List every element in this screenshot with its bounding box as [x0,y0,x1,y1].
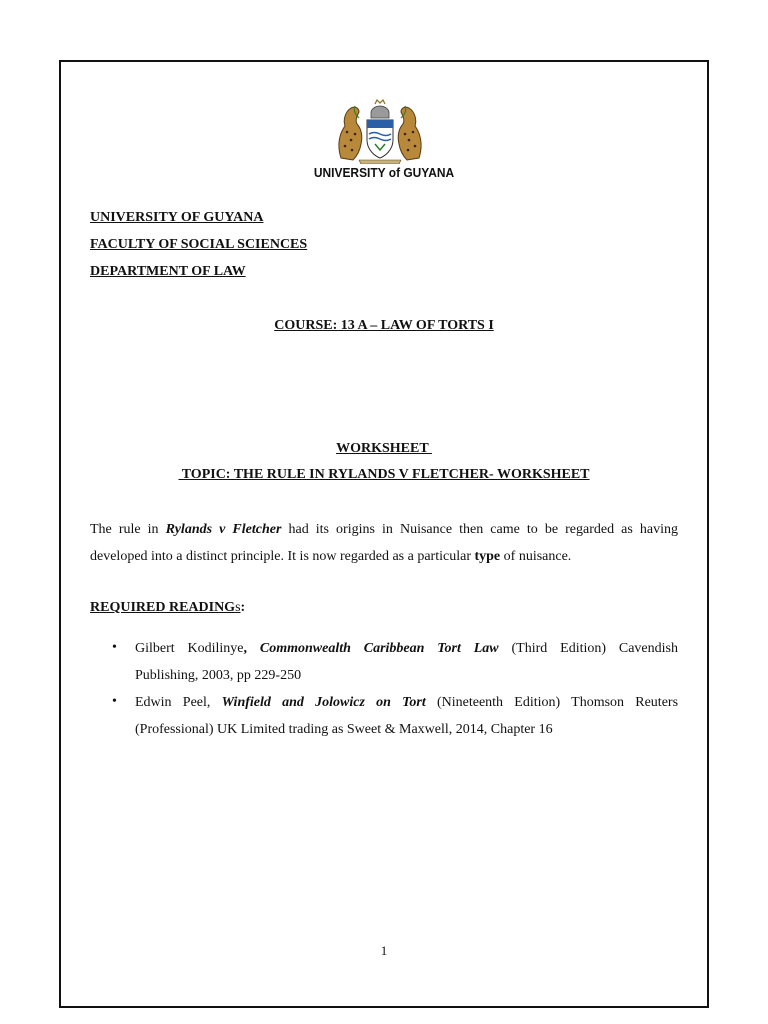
header-faculty: FACULTY OF SOCIAL SCIENCES [90,237,308,252]
book-title-1: Commonwealth Caribbean Tort Law [259,641,499,656]
intro-line-2: developed into a distinct principle. It is now regarded as a particular type of nuisance. [90,549,572,564]
emphasis-type: type [474,549,501,564]
intro-paragraph [90,516,678,570]
header-university: UNIVERSITY OF GUYANA [90,210,264,225]
course-title: COURSE: 13 A – LAW OF TORTS I [274,318,494,333]
page-number: 1 [380,943,388,958]
reading-item-1: Gilbert Kodilinye, Commonwealth Caribbean Tort Law (Third Edition) Cavendish Publishing, 2003, pp 229-250 [135,641,678,683]
worksheet-topic: TOPIC: THE RULE IN RYLANDS V FLETCHER- WORKSHEET [178,467,590,482]
reading-item-2: Edwin Peel, Winfield and Jolowicz on Tort (Nineteenth Edition) Thomson Reuters (Professional) UK Limited trading as Sweet & Maxwell, 2014, Chapter 16 [135,695,679,737]
required-readings-heading: REQUIRED READINGs: [90,600,246,615]
bullet-1: • [112,640,117,655]
book-title-2: Winfield and Jolowicz on Tort [221,695,426,710]
university-crest-logo [333,98,427,164]
worksheet-title: WORKSHEET [336,441,432,456]
crest-caption: UNIVERSITY of GUYANA [313,165,455,180]
case-name: Rylands v Fletcher [165,522,282,537]
intro-line-1: The rule in Rylands v Fletcher had its origins in Nuisance then came to be regarded as having [90,522,679,537]
header-department: DEPARTMENT OF LAW [90,264,246,279]
bullet-2: • [112,694,117,709]
